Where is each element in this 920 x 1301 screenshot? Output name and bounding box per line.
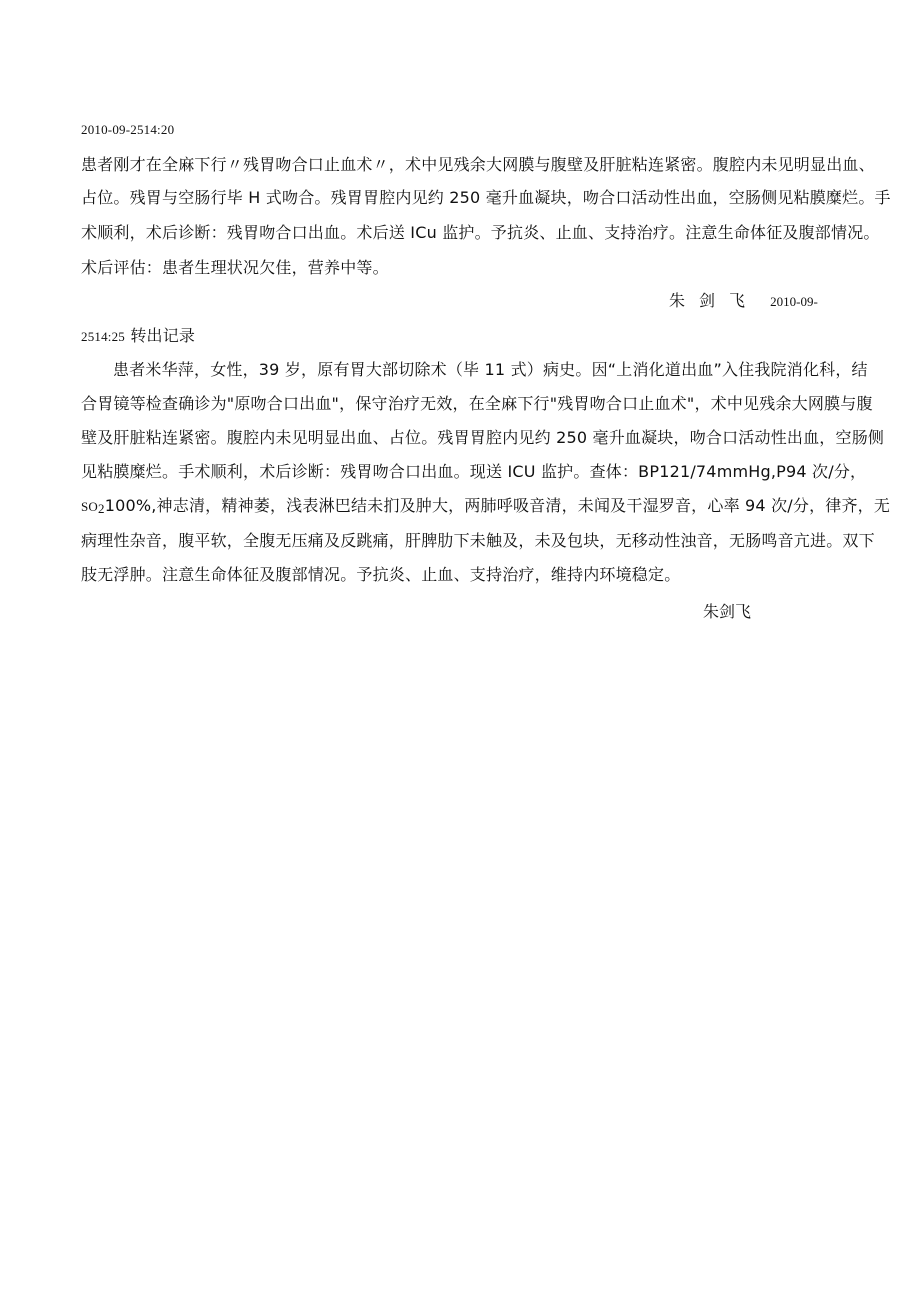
record2-header-datetime: 2514:25 <box>81 329 126 344</box>
record1-line-2: 占位。残胃与空肠行毕 H 式吻合。残胃胃腔内见约 250 毫升血凝块，吻合口活动性出血，空肠侧见粘膜糜烂。手 <box>81 188 891 207</box>
record2-line-5 <box>81 495 891 520</box>
record2-line-3: 壁及肝脏粘连紧密。腹腔内未见明显出血、占位。残胃胃腔内见约 250 毫升血凝块，吻合口活动性出血，空肠侧 <box>81 428 885 447</box>
record2-line-4: 见粘膜糜烂。手术顺利，术后诊断：残胃吻合口出血。现送 ICU 监护。查体：BP121/74mmHg,P94 次/分， <box>81 462 867 481</box>
record1-signature <box>669 290 818 313</box>
record2-signature: 朱剑飞 <box>703 602 752 621</box>
record1-datetime: 2010-09-2514:20 <box>81 122 175 137</box>
record1-line-3: 术顺利，术后诊断：残胃吻合口出血。术后送 ICu 监护。予抗炎、止血、支持治疗。注意生命体征及腹部情况。 <box>81 223 880 242</box>
record2-line-5-text: 100%,神志清，精神萎，浅表淋巴结未扪及肿大，两肺呼吸音清，未闻及干湿罗音，心率 94 次/分，律齐，无 <box>104 496 891 515</box>
record2-line-6: 病理性杂音，腹平软，全腹无压痛及反跳痛，肝脾肋下未触及，未及包块，无移动性浊音，无肠鸣音亢进。双下 <box>81 531 875 550</box>
record1-line-4: 术后评估：患者生理状况欠佳，营养中等。 <box>81 258 389 277</box>
record1-signature-date: 2010-09- <box>770 294 818 309</box>
record2-so-subscript: 2 <box>98 501 105 516</box>
record2-header-title: 转出记录 <box>130 326 196 345</box>
record2-line-2: 合胃镜等检查确诊为"原吻合口出血"，保守治疗无效，在全麻下行"残胃吻合口止血术"，术中见残余大网膜与腹 <box>81 394 873 413</box>
record2-line-1: 患者米华萍，女性，39 岁，原有胃大部切除术（毕 11 式）病史。因“上消化道出血”入住我院消化科，结 <box>113 360 868 379</box>
record2-header <box>81 325 841 348</box>
record2-line-7: 肢无浮肿。注意生命体征及腹部情况。予抗炎、止血、支持治疗，维持内环境稳定。 <box>81 565 681 584</box>
record1-signature-name: 朱剑飞 <box>669 291 760 310</box>
record1-line-1: 患者刚才在全麻下行〃残胃吻合口止血术〃，术中见残余大网膜与腹壁及肝脏粘连紧密。腹腔内未见明显出血、 <box>81 155 875 174</box>
record2-so-label: SO <box>81 499 99 514</box>
